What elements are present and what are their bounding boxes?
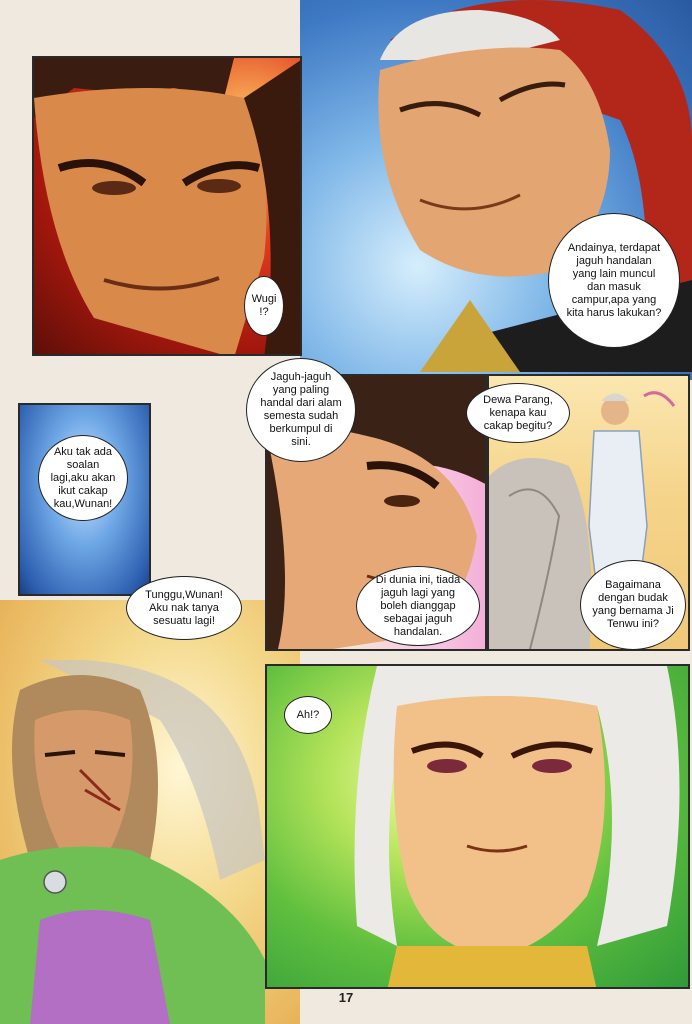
speech-bubble-dewa-parang: Dewa Parang, kenapa kau cakap begitu?	[466, 383, 570, 443]
speech-bubble-aku-tak-ada: Aku tak ada soalan lagi,aku akan ikut cakap kau,Wunan!	[38, 435, 128, 521]
speech-bubble-jaguh-jaguh: Jaguh-jaguh yang paling handal dari alam semesta sudah berkumpul di sini.	[246, 358, 356, 462]
speech-bubble-bagaimana: Bagaimana dengan budak yang bernama Ji Tenwu ini?	[580, 560, 686, 650]
page-number: 17	[338, 990, 354, 1005]
speech-bubble-tunggu: Tunggu,Wunan! Aku nak tanya sesuatu lagi!	[126, 576, 242, 640]
speech-bubble-ah: Ah!?	[284, 696, 332, 734]
speech-bubble-wugi: Wugi !?	[244, 276, 284, 336]
long-haired-man-figure	[0, 660, 265, 1024]
speech-bubble-andainya: Andainya, terdapat jaguh handalan yang lain muncul dan masuk campur,apa yang kita harus lakukan?	[548, 213, 680, 348]
speech-bubble-di-dunia: Di dunia ini, tiada jaguh lagi yang boleh dianggap sebagai jaguh handalan.	[356, 566, 480, 646]
